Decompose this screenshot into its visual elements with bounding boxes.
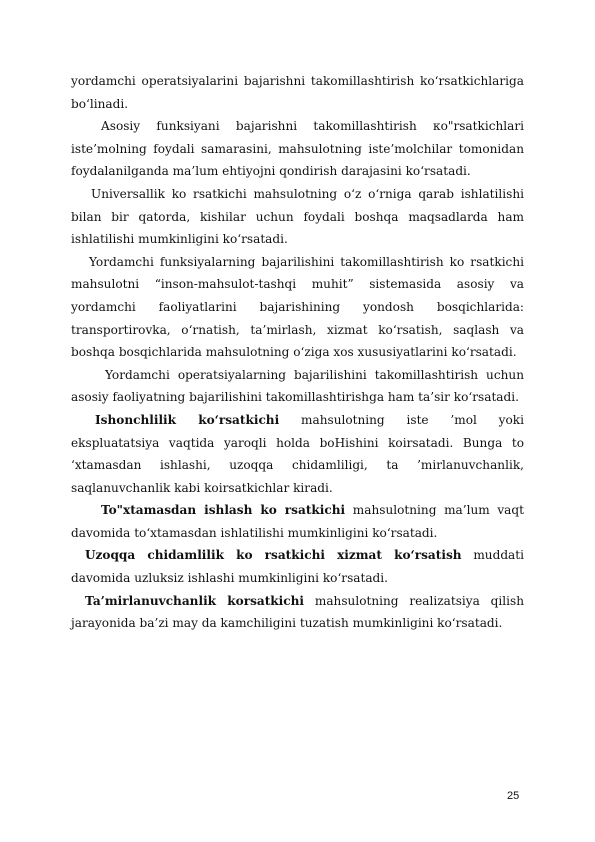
paragraph-7-bold: To"xtamasdan ishlash ko rsatkichi — [101, 503, 346, 518]
paragraph-3-text: Universallik ko rsatkichi mahsulotning o‘z o‘rniga qarab ishlatilishi bilan bir qatorda, kishilar uchun foydali boshqa maqsadlarda ham ishlatilishi mumkinligini ko‘rsatadi. — [71, 186, 524, 247]
paragraph-2 — [71, 115, 524, 183]
paragraph-5 — [71, 364, 524, 409]
paragraph-9-text: mahsulotning realizatsiya qilish jarayonida ba’zi may da kamchiligini tuzatish mumkinligini ko‘rsatadi. — [71, 593, 524, 631]
paragraph-4 — [71, 251, 524, 364]
document-body — [71, 70, 524, 635]
paragraph-2-text: Asosiy funksiyani bajarishni takomillashtirish ко"rsatkichlari iste’molning foydali samarasini, mahsulotning iste’molchilar tomonidan foydalanilganda ma’lum ehtiyojni qondirish darajasini ko‘rsatadi. — [71, 119, 524, 179]
page-number: 25 — [507, 790, 520, 802]
paragraph-5-text: Yordamchi operatsiyalarning bajarilishini takomillashtirish uchun asosiy faoliyatning bajarilishini takomillashtirishga ham ta’sir ko‘rsatadi. — [71, 367, 524, 405]
paragraph-7 — [71, 499, 524, 544]
paragraph-9-bold: Ta’mirlanuvchanlik korsatkichi — [85, 593, 305, 608]
paragraph-1 — [71, 70, 524, 115]
paragraph-4-text: Yordamchi funksiyalarning bajarilishini takomillashtirish ko rsatkichi mahsulotni “inson-mahsulot-tashqi muhit” sistemasida asosiy va yordamchi faoliyatlarini bajarishining yondosh bosqichlarida: transportirovka, o‘rnatish, ta’mirlash, xizmat ko‘rsatish, saqlash va boshqa bosqichlarida mahsulotning o‘ziga xos xususiyatlarini ko‘rsatadi. — [71, 254, 524, 360]
paragraph-6-text: mahsulotning iste ’mol yoki ekspluatatsiya vaqtida yaroqli holda boHishini koirsatadi. Bunga to ‘xtamasdan ishlashi, uzoqqa chidamliligi, ta ’mirlanuvchanlik, saqlanuvchanlik kabi koirsatkichlar kiradi. — [71, 412, 524, 495]
paragraph-1-text: yordamchi operatsiyalarini bajarishni takomillashtirish ko‘rsatkichlariga bo‘linadi. — [71, 74, 524, 111]
paragraph-3 — [71, 183, 524, 251]
paragraph-7-text: mahsulotning ma’lum vaqt davomida to‘xtamasdan ishlatilishi mumkinligini ko‘rsatadi. — [71, 503, 524, 540]
paragraph-8 — [71, 544, 524, 589]
paragraph-6 — [71, 409, 524, 499]
paragraph-8-bold: Uzoqqa chidamlilik ko rsatkichi xizmat ko‘rsatish — [85, 548, 462, 563]
paragraph-6-bold: Ishonchlilik ko‘rsatkichi — [95, 412, 280, 427]
paragraph-8-text: muddati davomida uzluksiz ishlashi mumkinligini ko‘rsatadi. — [71, 548, 524, 586]
paragraph-9 — [71, 590, 524, 635]
